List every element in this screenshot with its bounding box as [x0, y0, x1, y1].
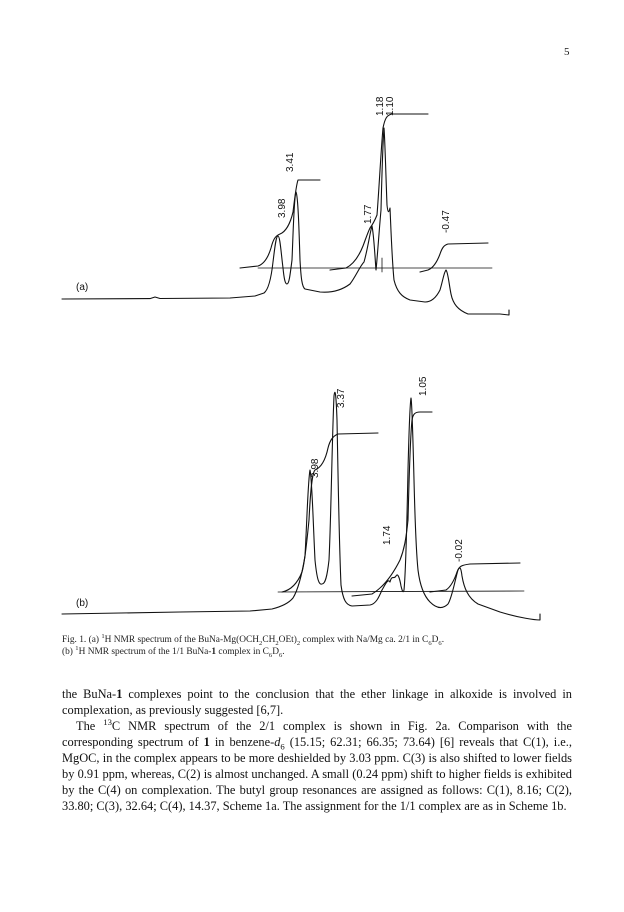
peak-label-b--0.02: -0.02	[454, 539, 465, 562]
caption-line-b: (b) $^1$H NMR spectrum of the 1/1 BuNa-1 complex in $C_6D_6$.	[62, 644, 285, 659]
panel-a-label: (a)	[76, 282, 89, 293]
peak-label-a-3.98: 3.98	[277, 198, 288, 218]
paragraph-2: The $^{13}$C NMR spectrum of the 2/1 complex is shown in Fig. 2a. Comparison with the corresponding spectrum of 1 in benzene-$d_6$ (15.15; 62.31; 66.35; 73.64) [6] reveals that C(1), i.e., MgOC, in the complex appears to be more deshielded by 3.03 ppm. C(3) is also shifted to lower fields by 0.91 ppm, whereas, C(2) is almost unchanged. A small (0.24 ppm) shift to higher fields is exhibited by the C(4) on complexation. The butyl group resonances are assigned as follows: C(1), 8.16; C(2), 33.80; C(3), 32.64; C(4), 14.37, Scheme 1a. The assignment for the 1/1 complex are as in Scheme 1b.	[62, 716, 573, 813]
spectrum-b-baseline	[278, 591, 524, 592]
body-text	[62, 686, 572, 814]
peak-label-a-1.77: 1.77	[363, 204, 374, 224]
peak-label-b-3.37: 3.37	[336, 388, 347, 408]
caption-line-a: Fig. 1. (a) $^1$H NMR spectrum of the BuNa-$Mg(OCH_2CH_2OEt)_2$ complex with Na/Mg ca. 2/1 in $C_6D_6$.	[62, 632, 445, 647]
panel-b-label: (b)	[76, 598, 89, 609]
page-number: 5	[564, 46, 570, 58]
peak-label-b-3.98: 3.98	[310, 458, 321, 478]
spectrum-a-integral	[240, 114, 488, 272]
peak-label-a-1.18: 1.18	[375, 96, 386, 116]
peak-label-b-1.05: 1.05	[418, 376, 429, 396]
peak-label-a--0.47: -0.47	[441, 210, 452, 233]
paragraph-1: the BuNa-1 complexes point to the conclusion that the ether linkage in alkoxide is involved in complexation, as previously suggested [6,7].	[62, 687, 572, 717]
spectrum-b-trace	[62, 392, 540, 620]
spectrum-b-integral	[282, 412, 520, 596]
peak-label-b-1.74: 1.74	[382, 525, 393, 545]
figure-caption	[62, 634, 572, 658]
peak-label-a-1.10: 1.10	[385, 96, 396, 116]
peak-label-a-3.41: 3.41	[285, 152, 296, 172]
